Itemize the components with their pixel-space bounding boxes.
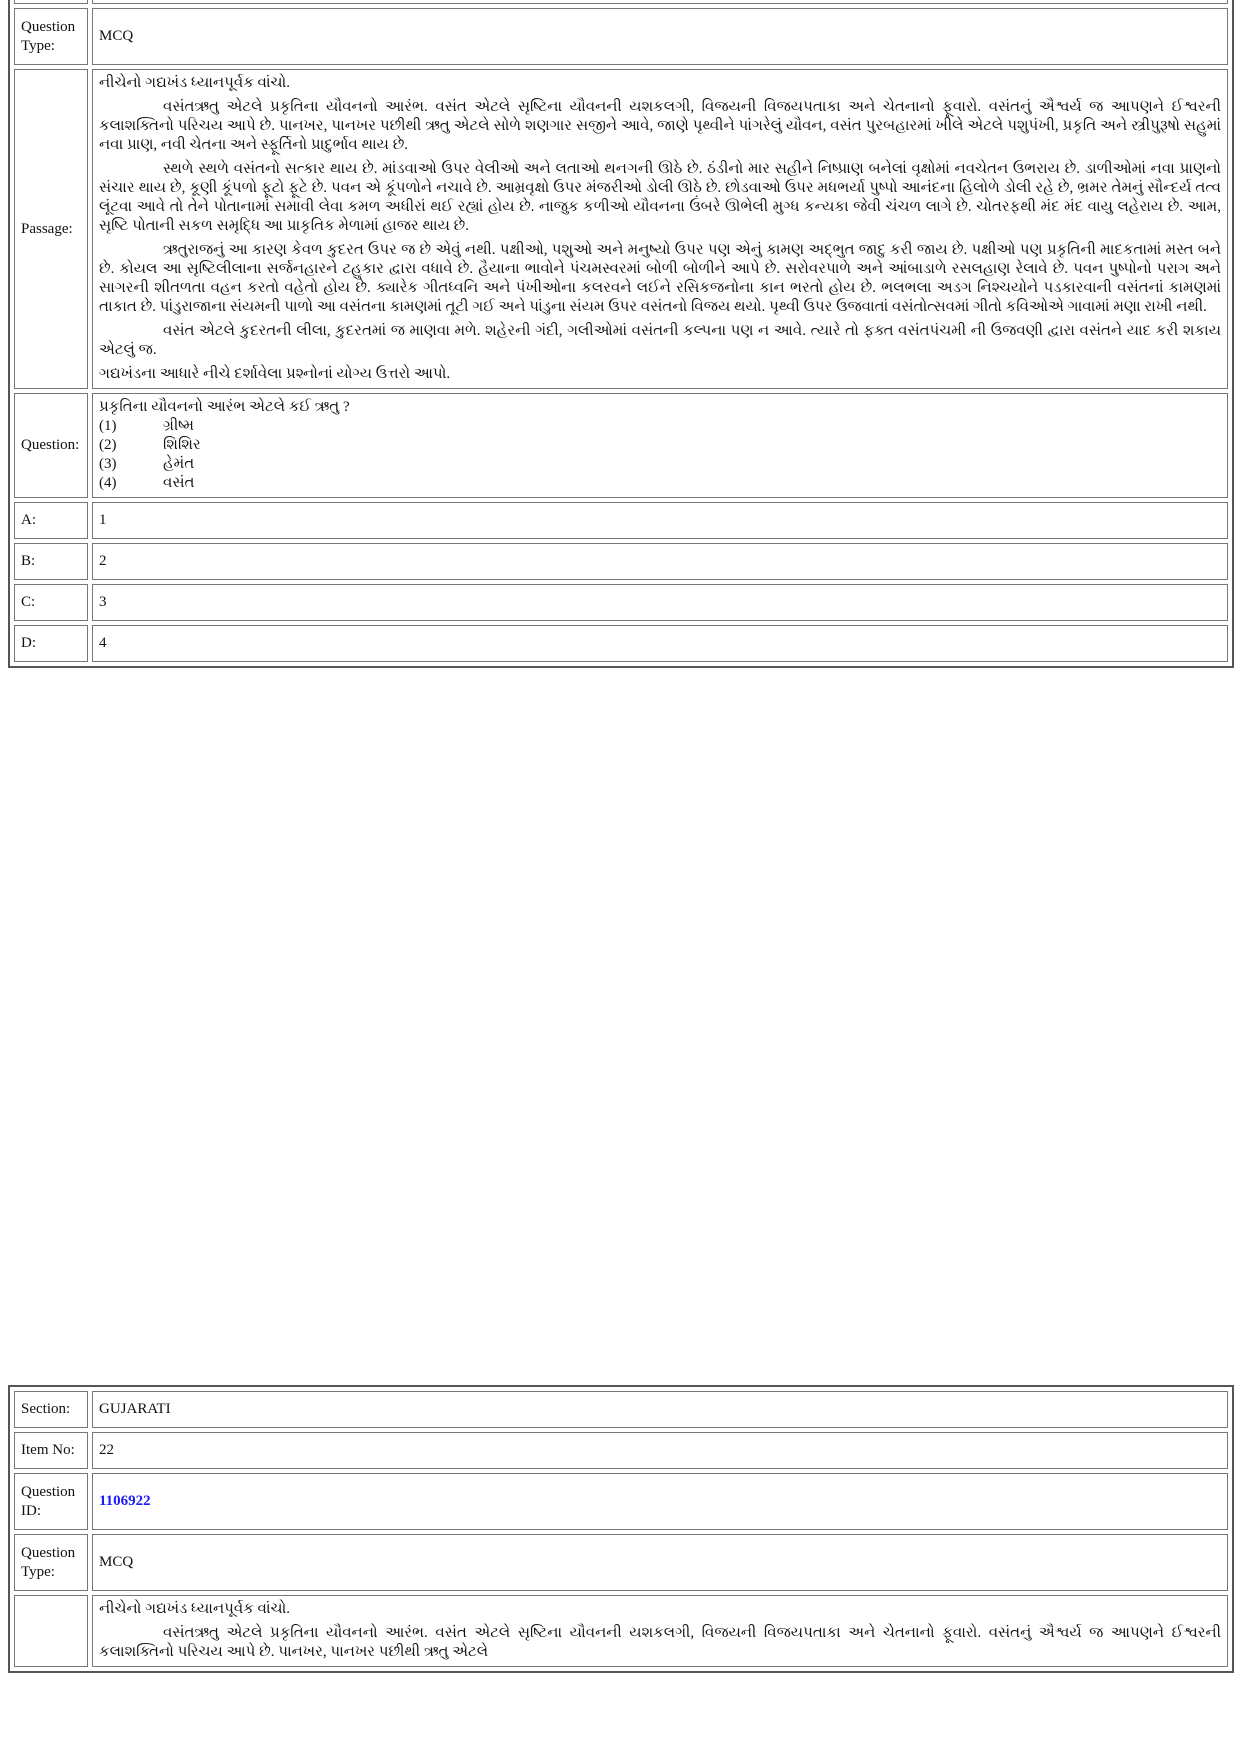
passage-heading: નીચેનો ગદ્યખંડ ધ્યાનપૂર્વક વાંચો. — [99, 1601, 291, 1617]
passage-paragraph: વસંતઋતુ એટલે પ્રકૃતિના યૌવનનો આરંભ. વસંત એટલે સૃષ્ટિના યૌવનની યશકલગી, વિજયની વિજયપતાકા અને ચેતનાનો ફૂવારો. વસંતનું ઐશ્વર્ય જ આપણને ઈશ્વરની કલાશક્તિનો પરિચય આપે છે. પાનખર, પાનખર પછીથી ઋતુ એટલે સોળે શણગાર સજીને આવે, જાણે પૃથ્વીને પાંગરેલું યૌવન, વસંત પુરબહારમાં ખીલે એટલે પશુપંખી, પ્રકૃતિ અને સ્ત્રીપુરૂષો સહુમાં નવા પ્રાણ, નવી ચેતના અને સ્ફૂર્તિનો પ્રાદુર્ભાવ થાય છે. — [99, 99, 1221, 153]
passage-paragraph: વસંત એટલે કુદરતની લીલા, કુદરતમાં જ માણવા મળે. શહેરની ગંદી, ગલીઓમાં વસંતની કલ્પના પણ ન આવે. ત્યારે તો ફક્ત વસંતપંચમી ની ઉજવણી દ્વારા વસંતને યાદ કરી શકાય એટલું જ. — [99, 323, 1221, 358]
answer-value: 1 — [92, 502, 1228, 539]
item-no-value: 22 — [92, 1432, 1228, 1469]
option-4 — [99, 474, 1221, 493]
passage-footer: ગદ્યખંડના આધારે નીચે દર્શાવેલા પ્રશ્નોનાં યોગ્ય ઉત્તરો આપો. — [99, 366, 451, 382]
question-type-value: MCQ — [92, 8, 1228, 65]
question-id-value: 1106922 — [99, 1493, 151, 1509]
answer-label: D: — [14, 625, 88, 662]
passage-label: Passage: — [14, 69, 88, 389]
question-type-row — [14, 1534, 1228, 1591]
answer-label: B: — [14, 543, 88, 580]
answer-row-b — [14, 543, 1228, 580]
question-type-label: Question Type: — [14, 1534, 88, 1591]
item-no-label: Item No: — [14, 1432, 88, 1469]
option-number: (2) — [99, 437, 117, 453]
question-type-label: Question Type: — [14, 8, 88, 65]
section-value: GUJARATI — [92, 1391, 1228, 1428]
passage-paragraph: ઋતુરાજનું આ કારણ કેવળ કુદરત ઉપર જ છે એવું નથી. પક્ષીઓ, પશુઓ અને મનુષ્યો ઉપર પણ એનું કામણ અદ્ભુત જાદુ કરી જાય છે. પક્ષીઓ પણ પ્રકૃતિની માદકતામાં મસ્ત બને છે. કોયલ આ સૃષ્ટિલીલાના સર્જનહારને ટહુકાર દ્વારા વધાવે છે. હૈયાના ભાવોને પંચમસ્વરમાં બોળી બોળીને આપે છે. સરોવરપાળે અને આંબાડાળે રસલહાણ રેલાવે છે. પવન પુષ્પોનો પરાગ અને સાગરની શીતળતા વહન કરતો વહેતો હોય છે. ક્યારેક ગીતધ્વનિ અને પંખીઓના કલરવને લઈને રસિકજનોના કાન ભરતો હોય છે. ભલભલા અડગ નિશ્ચયોને પડકારવાની વસંતનાં કામણમાં તાકાત છે. પાંડુરાજાના સંયમની પાળો આ વસંતના કામણમાં તૂટી ગઈ અને પાંડુના સંયમ ઉપર વસંતનો વિજય થયો. પૃથ્વી ઉપર ઉજવાતાં વસંતોત્સવમાં ગીતો કવિઓએ ગાવામાં મણા રાખી નથી. — [99, 242, 1221, 315]
option-number: (3) — [99, 456, 117, 472]
top-cut-row — [14, 0, 1228, 4]
answer-label: C: — [14, 584, 88, 621]
passage-paragraph: સ્થળે સ્થળે વસંતનો સત્કાર થાય છે. માંડવાઓ ઉપર વેલીઓ અને લતાઓ થનગની ઊઠે છે. ઠંડીનો માર સહીને નિષ્પ્રાણ બનેલાં વૃક્ષોમાં નવચેતન ઉભરાય છે. ડાળીઓમાં નવા પ્રાણનો સંચાર થાય છે, કૂણી કૂંપળો ફૂટો ફૂટે છે. પવન એ કૂંપળોને નચાવે છે. આમ્રવૃક્ષો ઉપર મંજરીઓ ડોલી ઊઠે છે. છોડવાઓ ઉપર મધભર્યા પુષ્પો આનંદના હિલોળે ડોલી રહે છે, ભ્રમર તેમનું સૌન્દર્ય તત્વ લૂંટવા આવે તો તેને પોતાનામાં સમાવી લેવા કમળ અધીરાં થઈ રહ્યાં હોય છે. નાજુક કળીઓ યૌવનના ઉંબરે ઊભેલી મુગ્ધ કન્યકા જેવી ચંચળ લાગે છે. ચોતરફથી મંદ મંદ વાયુ લહેરાય છે. આમ, સૃષ્ટિ પોતાની સકળ સમૃદ્ધિ આ પ્રાકૃતિક મેળામાં હાજર થાય છે. — [99, 161, 1221, 234]
passage-row — [14, 69, 1228, 389]
answer-label: A: — [14, 502, 88, 539]
question-content — [92, 393, 1228, 498]
section-label: Section: — [14, 1391, 88, 1428]
option-3 — [99, 455, 1221, 474]
passage-label-cell — [14, 1595, 88, 1667]
option-text: હેમંત — [163, 456, 195, 472]
question-text: પ્રકૃતિના યૌવનનો આરંભ એટલે કઈ ઋતુ ? — [99, 399, 350, 415]
question-block-1 — [8, 0, 1234, 668]
question-row — [14, 393, 1228, 498]
option-text: ગ્રીષ્મ — [163, 418, 194, 434]
question-block-2 — [8, 1385, 1234, 1673]
option-1 — [99, 417, 1221, 436]
question-type-row — [14, 8, 1228, 65]
question-label: Question: — [14, 393, 88, 498]
item-no-row — [14, 1432, 1228, 1469]
question-type-value: MCQ — [92, 1534, 1228, 1591]
option-text: શિશિર — [163, 437, 201, 453]
answer-value: 3 — [92, 584, 1228, 621]
passage-row — [14, 1595, 1228, 1667]
question-id-row — [14, 1473, 1228, 1530]
passage-paragraph: વસંતઋતુ એટલે પ્રકૃતિના યૌવનનો આરંભ. વસંત એટલે સૃષ્ટિના યૌવનની યશકલગી, વિજયની વિજયપતાકા અને ચેતનાનો ફૂવારો. વસંતનું ઐશ્વર્ય જ આપણને ઈશ્વરની કલાશક્તિનો પરિચય આપે છે. પાનખર, પાનખર પછીથી ઋતુ એટલે — [99, 1625, 1221, 1660]
option-number: (4) — [99, 475, 117, 491]
option-text: વસંત — [163, 475, 195, 491]
answer-row-d — [14, 625, 1228, 662]
passage-heading: નીચેનો ગદ્યખંડ ધ્યાનપૂર્વક વાંચો. — [99, 75, 291, 91]
answer-value: 2 — [92, 543, 1228, 580]
answer-value: 4 — [92, 625, 1228, 662]
answer-row-c — [14, 584, 1228, 621]
answer-row-a — [14, 502, 1228, 539]
option-2 — [99, 436, 1221, 455]
passage-text — [92, 1595, 1228, 1667]
passage-text — [92, 69, 1228, 389]
option-number: (1) — [99, 418, 117, 434]
section-row — [14, 1391, 1228, 1428]
question-id-label: Question ID: — [14, 1473, 88, 1530]
